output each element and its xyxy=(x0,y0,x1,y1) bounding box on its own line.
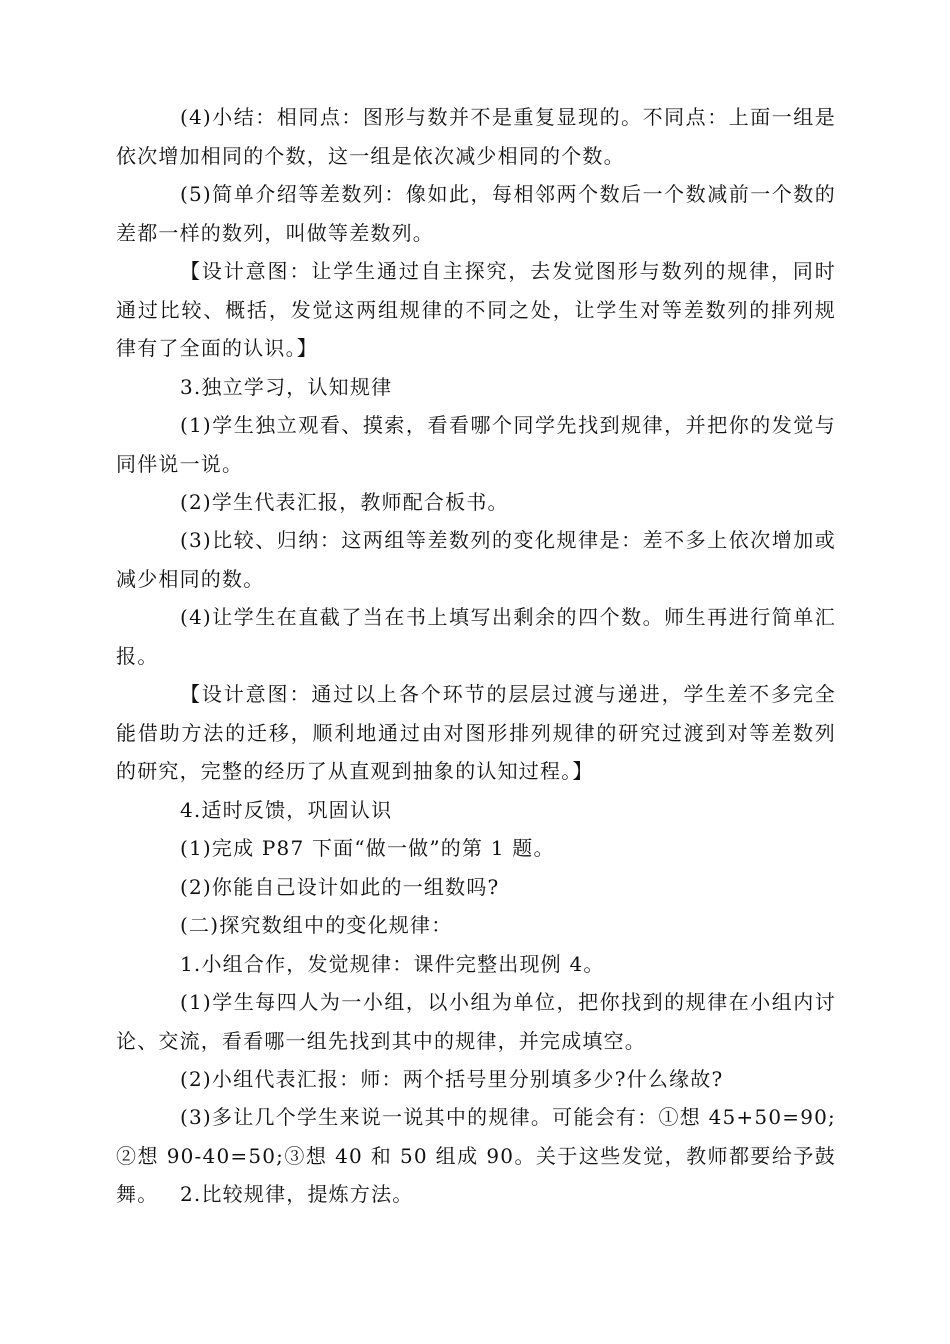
paragraph-group-step-3: (3)多让几个学生来说一说其中的规律。可能会有：①想 45+50=90;②想 90-40=50;③想 40 和 50 组成 90。关于这些发觉，教师都要给予鼓舞。 xyxy=(116,1105,836,1206)
section-heading-4: 4.适时反馈，巩固认识 xyxy=(180,798,393,822)
paragraph-step-4: (4)让学生在直截了当在书上填写出剩余的四个数。师生再进行简单汇报。 xyxy=(116,605,836,668)
section-heading-group-work: 1.小组合作，发觉规律：课件完整出现例 4。 xyxy=(180,952,605,976)
paragraph-step-1: (1)学生独立观看、摸索，看看哪个同学先找到规律，并把你的发觉与同伴说一说。 xyxy=(116,413,836,476)
paragraph-exercise-2: (2)你能自己设计如此的一组数吗? xyxy=(180,875,500,899)
paragraph-step-3: (3)比较、归纳：这两组等差数列的变化规律是：差不多上依次增加或减少相同的数。 xyxy=(116,528,836,591)
paragraph-exercise-1: (1)完成 P87 下面“做一做”的第 1 题。 xyxy=(180,836,555,860)
paragraph-design-intent-1: 【设计意图：让学生通过自主探究，去发觉图形与数列的规律，同时通过比较、概括，发觉这两组规律的不同之处，让学生对等差数列的排列规律有了全面的认识。】 xyxy=(116,259,836,360)
paragraph-group-step-2: (2)小组代表汇报：师：两个括号里分别填多少?什么缘故? xyxy=(180,1067,724,1091)
paragraph-arithmetic-sequence-intro: (5)简单介绍等差数列：像如此，每相邻两个数后一个数减前一个数的差都一样的数列，叫做等差数列。 xyxy=(116,182,836,245)
paragraph-group-step-1: (1)学生每四人为一小组，以小组为单位，把你找到的规律在小组内讨论、交流，看看哪一组先找到其中的规律，并完成填空。 xyxy=(116,990,836,1053)
paragraph-summary-4: (4)小结：相同点：图形与数并不是重复显现的。不同点：上面一组是依次增加相同的个数，这一组是依次减少相同的个数。 xyxy=(116,105,836,168)
section-heading-3: 3.独立学习，认知规律 xyxy=(180,375,393,399)
section-heading-part-2: (二)探究数组中的变化规律： xyxy=(180,913,453,937)
paragraph-design-intent-2: 【设计意图：通过以上各个环节的层层过渡与递进，学生差不多完全能借助方法的迁移，顺利地通过由对图形排列规律的研究过渡到对等差数列的研究，完整的经历了从直观到抽象的认知过程。】 xyxy=(116,682,836,783)
paragraph-step-2: (2)学生代表汇报，教师配合板书。 xyxy=(180,490,509,514)
section-heading-compare: 2.比较规律，提炼方法。 xyxy=(180,1182,414,1206)
